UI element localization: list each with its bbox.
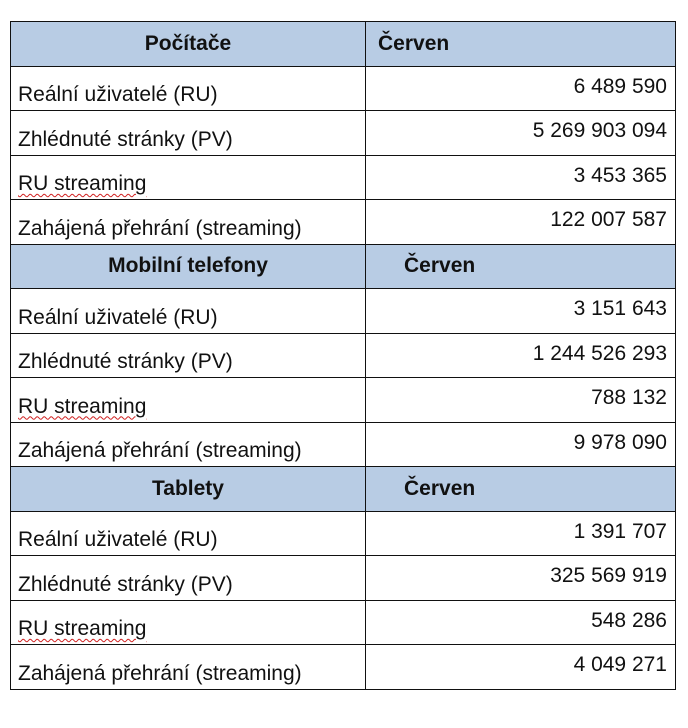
table-row — [11, 600, 676, 645]
table-row — [11, 378, 676, 423]
table-row — [11, 111, 676, 156]
table-row — [11, 556, 676, 601]
metric-label: Reální uživatelé (RU) — [11, 511, 366, 556]
section-month: Červen — [366, 244, 676, 289]
table-row — [11, 200, 676, 245]
metric-label: Zahájená přehrání (streaming) — [11, 200, 366, 245]
section-month: Červen — [366, 467, 676, 512]
table-row — [11, 289, 676, 334]
metric-label: RU streaming — [11, 378, 366, 423]
metric-value: 3 453 365 — [366, 155, 676, 200]
metric-label: Zhlédnuté stránky (PV) — [11, 556, 366, 601]
section-month: Červen — [366, 22, 676, 67]
table-row — [11, 511, 676, 556]
metric-label: Zahájená přehrání (streaming) — [11, 645, 366, 690]
table-row — [11, 66, 676, 111]
metric-value: 5 269 903 094 — [366, 111, 676, 156]
section-header — [11, 467, 676, 512]
section-name: Tablety — [11, 467, 366, 512]
metric-label: Zhlédnuté stránky (PV) — [11, 111, 366, 156]
metric-value: 1 391 707 — [366, 511, 676, 556]
metric-value: 122 007 587 — [366, 200, 676, 245]
table-row — [11, 155, 676, 200]
metric-value: 548 286 — [366, 600, 676, 645]
metric-value: 1 244 526 293 — [366, 333, 676, 378]
metric-value: 788 132 — [366, 378, 676, 423]
section-name: Mobilní telefony — [11, 244, 366, 289]
metric-value: 6 489 590 — [366, 66, 676, 111]
metric-label: Reální uživatelé (RU) — [11, 66, 366, 111]
table-row — [11, 422, 676, 467]
table-row — [11, 645, 676, 690]
metric-label: RU streaming — [11, 155, 366, 200]
section-name: Počítače — [11, 22, 366, 67]
section-header — [11, 22, 676, 67]
metric-label: RU streaming — [11, 600, 366, 645]
metric-label: Reální uživatelé (RU) — [11, 289, 366, 334]
metric-label: Zahájená přehrání (streaming) — [11, 422, 366, 467]
metric-value: 9 978 090 — [366, 422, 676, 467]
section-header — [11, 244, 676, 289]
metric-value: 325 569 919 — [366, 556, 676, 601]
metric-label: Zhlédnuté stránky (PV) — [11, 333, 366, 378]
metric-value: 4 049 271 — [366, 645, 676, 690]
stats-table — [10, 21, 676, 690]
metric-value: 3 151 643 — [366, 289, 676, 334]
table-row — [11, 333, 676, 378]
